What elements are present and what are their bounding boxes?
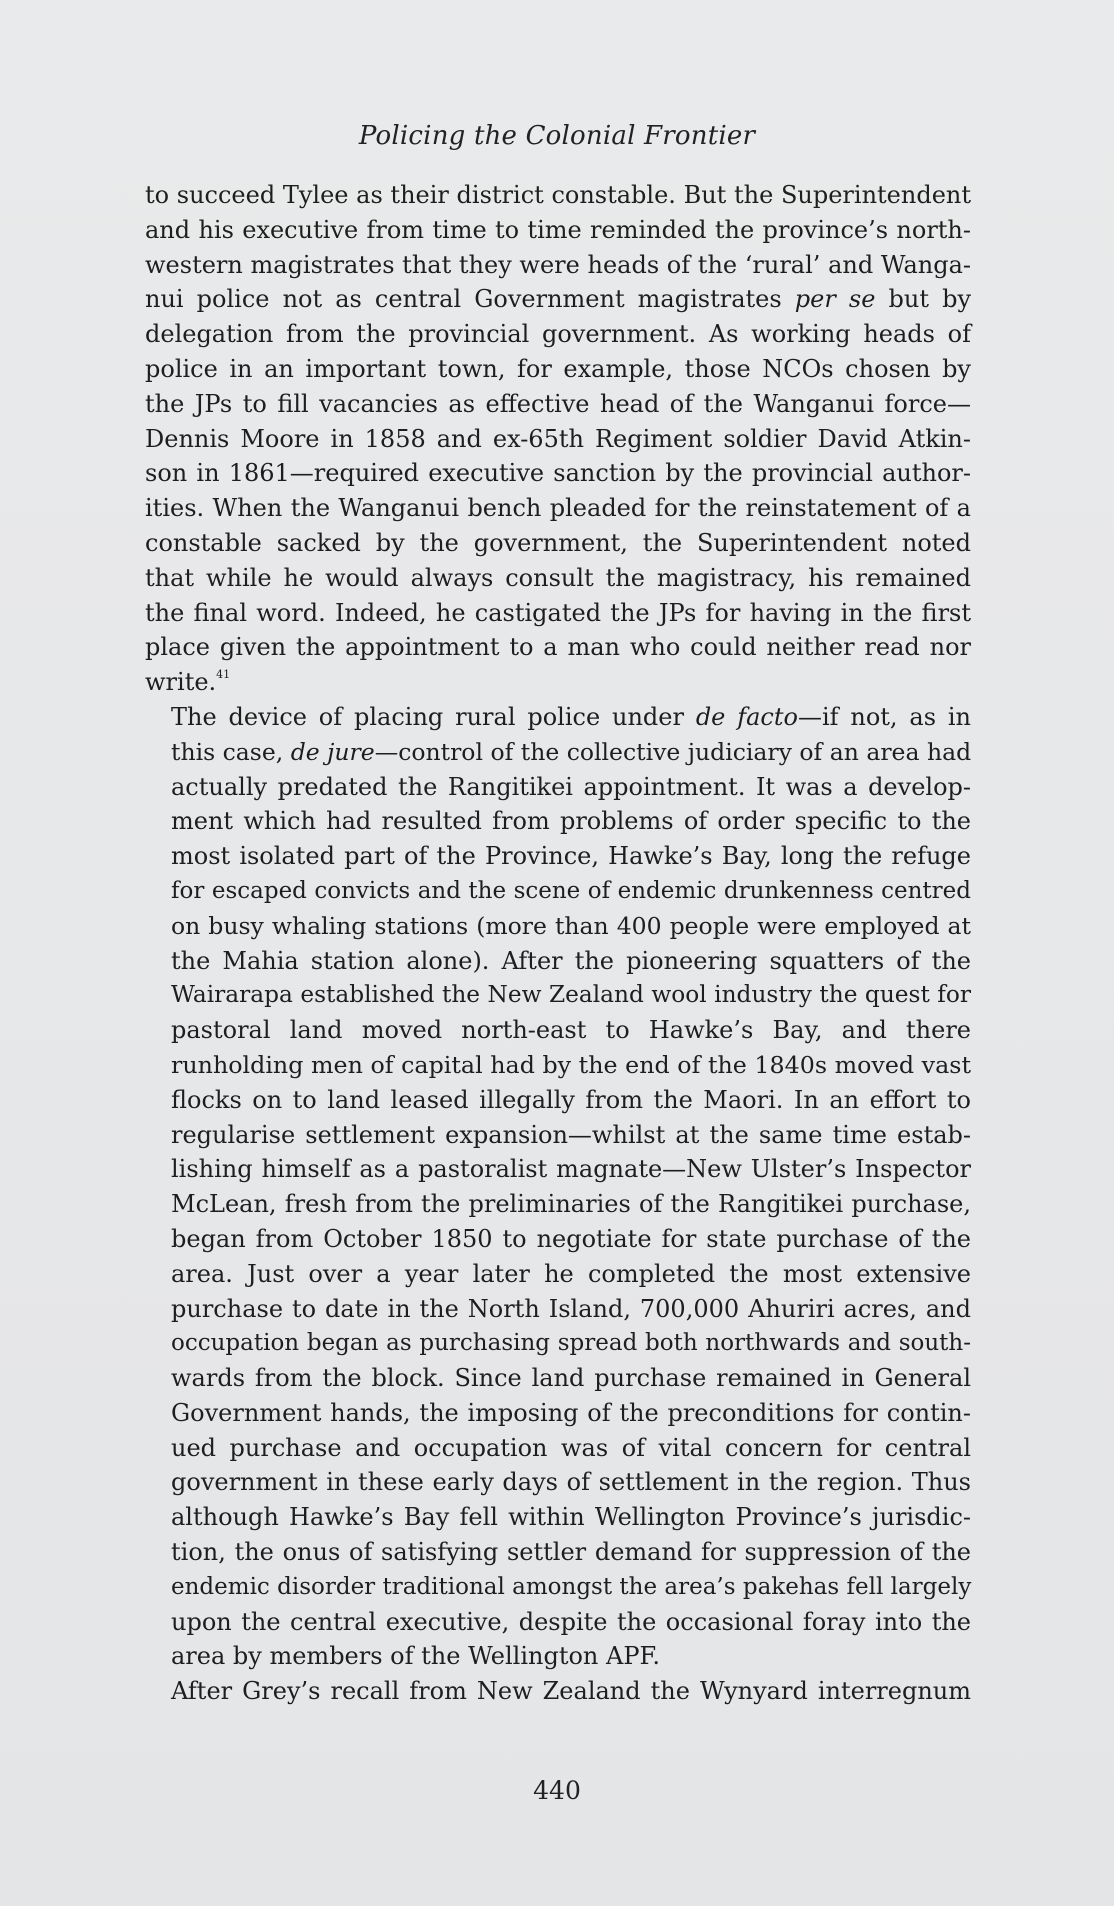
- text-line: ued purchase and occupation was of vital concern for central: [171, 1433, 971, 1462]
- text-run: this case,: [171, 737, 291, 766]
- text-line: although Hawke’s Bay fell within Wellington Province’s jurisdic-: [171, 1503, 971, 1532]
- text-line: [145, 665, 971, 700]
- text-line: son in 1861—required executive sanction by the provincial author-: [145, 459, 971, 488]
- text-line: flocks on to land leased illegally from the Maori. In an effort to: [171, 1085, 971, 1114]
- text-line: pastoral land moved north-east to Hawke’s Bay, and there: [171, 1016, 971, 1045]
- page-number: 440: [533, 1776, 581, 1805]
- text-line: actually predated the Rangitikei appointment. It was a develop-: [171, 772, 971, 801]
- text-run: but by: [875, 285, 971, 314]
- text-line: purchase to date in the North Island, 700,000 Ahuriri acres, and: [171, 1294, 971, 1323]
- text-line: upon the central executive, despite the occasional foray into the: [171, 1607, 971, 1636]
- text-line: constable sacked by the government, the Superintendent noted: [145, 528, 971, 557]
- text-run: The device of placing rural police under: [171, 702, 696, 731]
- body-text: [145, 178, 971, 1709]
- text-line: for escaped convicts and the scene of endemic drunkenness centred: [171, 877, 971, 904]
- text-line: the JPs to fill vacancies as effective head of the Wanganui force—: [145, 389, 971, 418]
- text-line: place given the appointment to a man who could neither read nor: [145, 633, 971, 662]
- text-line: Dennis Moore in 1858 and ex-65th Regiment soldier David Atkin-: [145, 424, 971, 453]
- text-line: the final word. Indeed, he castigated the JPs for having in the first: [145, 598, 971, 627]
- italic-phrase: per se: [794, 285, 876, 314]
- text-run: —if not, as in: [797, 702, 971, 731]
- text-line: on busy whaling stations (more than 400 people were employed at: [171, 911, 971, 940]
- text-line: regularise settlement expansion—whilst at the same time estab-: [171, 1120, 971, 1149]
- text-line: endemic disorder traditional amongst the area’s pakehas fell largely: [171, 1573, 972, 1600]
- text-run: write.: [145, 668, 217, 697]
- running-head: Policing the Colonial Frontier: [358, 121, 756, 151]
- text-line: [145, 735, 971, 770]
- text-line: tion, the onus of satisfying settler demand for suppression of the: [171, 1538, 971, 1567]
- text-line: [145, 700, 971, 735]
- text-line: government in these early days of settlement in the region. Thus: [171, 1468, 971, 1497]
- paragraph-1: [145, 178, 971, 700]
- text-line: began from October 1850 to negotiate for state purchase of the: [171, 1224, 971, 1253]
- text-line: the Mahia station alone). After the pioneering squatters of the: [171, 946, 971, 975]
- footnote-reference[interactable]: 41: [216, 668, 231, 682]
- text-line: most isolated part of the Province, Hawke’s Bay, long the refuge: [171, 842, 971, 871]
- text-line: wards from the block. Since land purchase remained in General: [171, 1364, 971, 1393]
- italic-phrase: de facto: [695, 702, 798, 731]
- text-line: lishing himself as a pastoralist magnate—New Ulster’s Inspector: [171, 1155, 971, 1184]
- text-line: ment which had resulted from problems of order specific to the: [171, 807, 971, 836]
- paragraph-2: [145, 700, 971, 1674]
- text-line: Wairarapa established the New Zealand wool industry the quest for: [171, 981, 971, 1009]
- text-run: nui police not as central Government magistrates: [145, 285, 795, 314]
- text-line: that while he would always consult the magistracy, his remained: [145, 563, 971, 592]
- text-line: runholding men of capital had by the end of the 1840s moved vast: [171, 1050, 971, 1079]
- text-line: McLean, fresh from the preliminaries of the Rangitikei purchase,: [171, 1190, 971, 1219]
- text-line: area. Just over a year later he completed the most extensive: [171, 1259, 971, 1288]
- text-line: After Grey’s recall from New Zealand the Wynyard interregnum: [171, 1677, 971, 1706]
- text-line: to succeed Tylee as their district constable. But the Superintendent: [145, 181, 971, 209]
- text-line: occupation began as purchasing spread both northwards and south-: [171, 1330, 971, 1357]
- text-line: delegation from the provincial government. As working heads of: [145, 320, 971, 349]
- text-line: and his executive from time to time reminded the province’s north-: [145, 215, 971, 244]
- text-line: western magistrates that they were heads of the ‘rural’ and Wanga-: [145, 250, 971, 279]
- text-run: —control of the collective judiciary of an area had: [374, 737, 972, 766]
- text-line: Government hands, the imposing of the preconditions for contin-: [171, 1398, 971, 1427]
- text-line: police in an important town, for example, those NCOs chosen by: [145, 354, 971, 383]
- text-line: ities. When the Wanganui bench pleaded for the reinstatement of a: [145, 494, 971, 523]
- paragraph-3: [145, 1674, 971, 1709]
- italic-phrase: de jure: [290, 737, 375, 766]
- text-line: area by members of the Wellington APF.: [171, 1642, 661, 1671]
- text-line: [145, 282, 971, 317]
